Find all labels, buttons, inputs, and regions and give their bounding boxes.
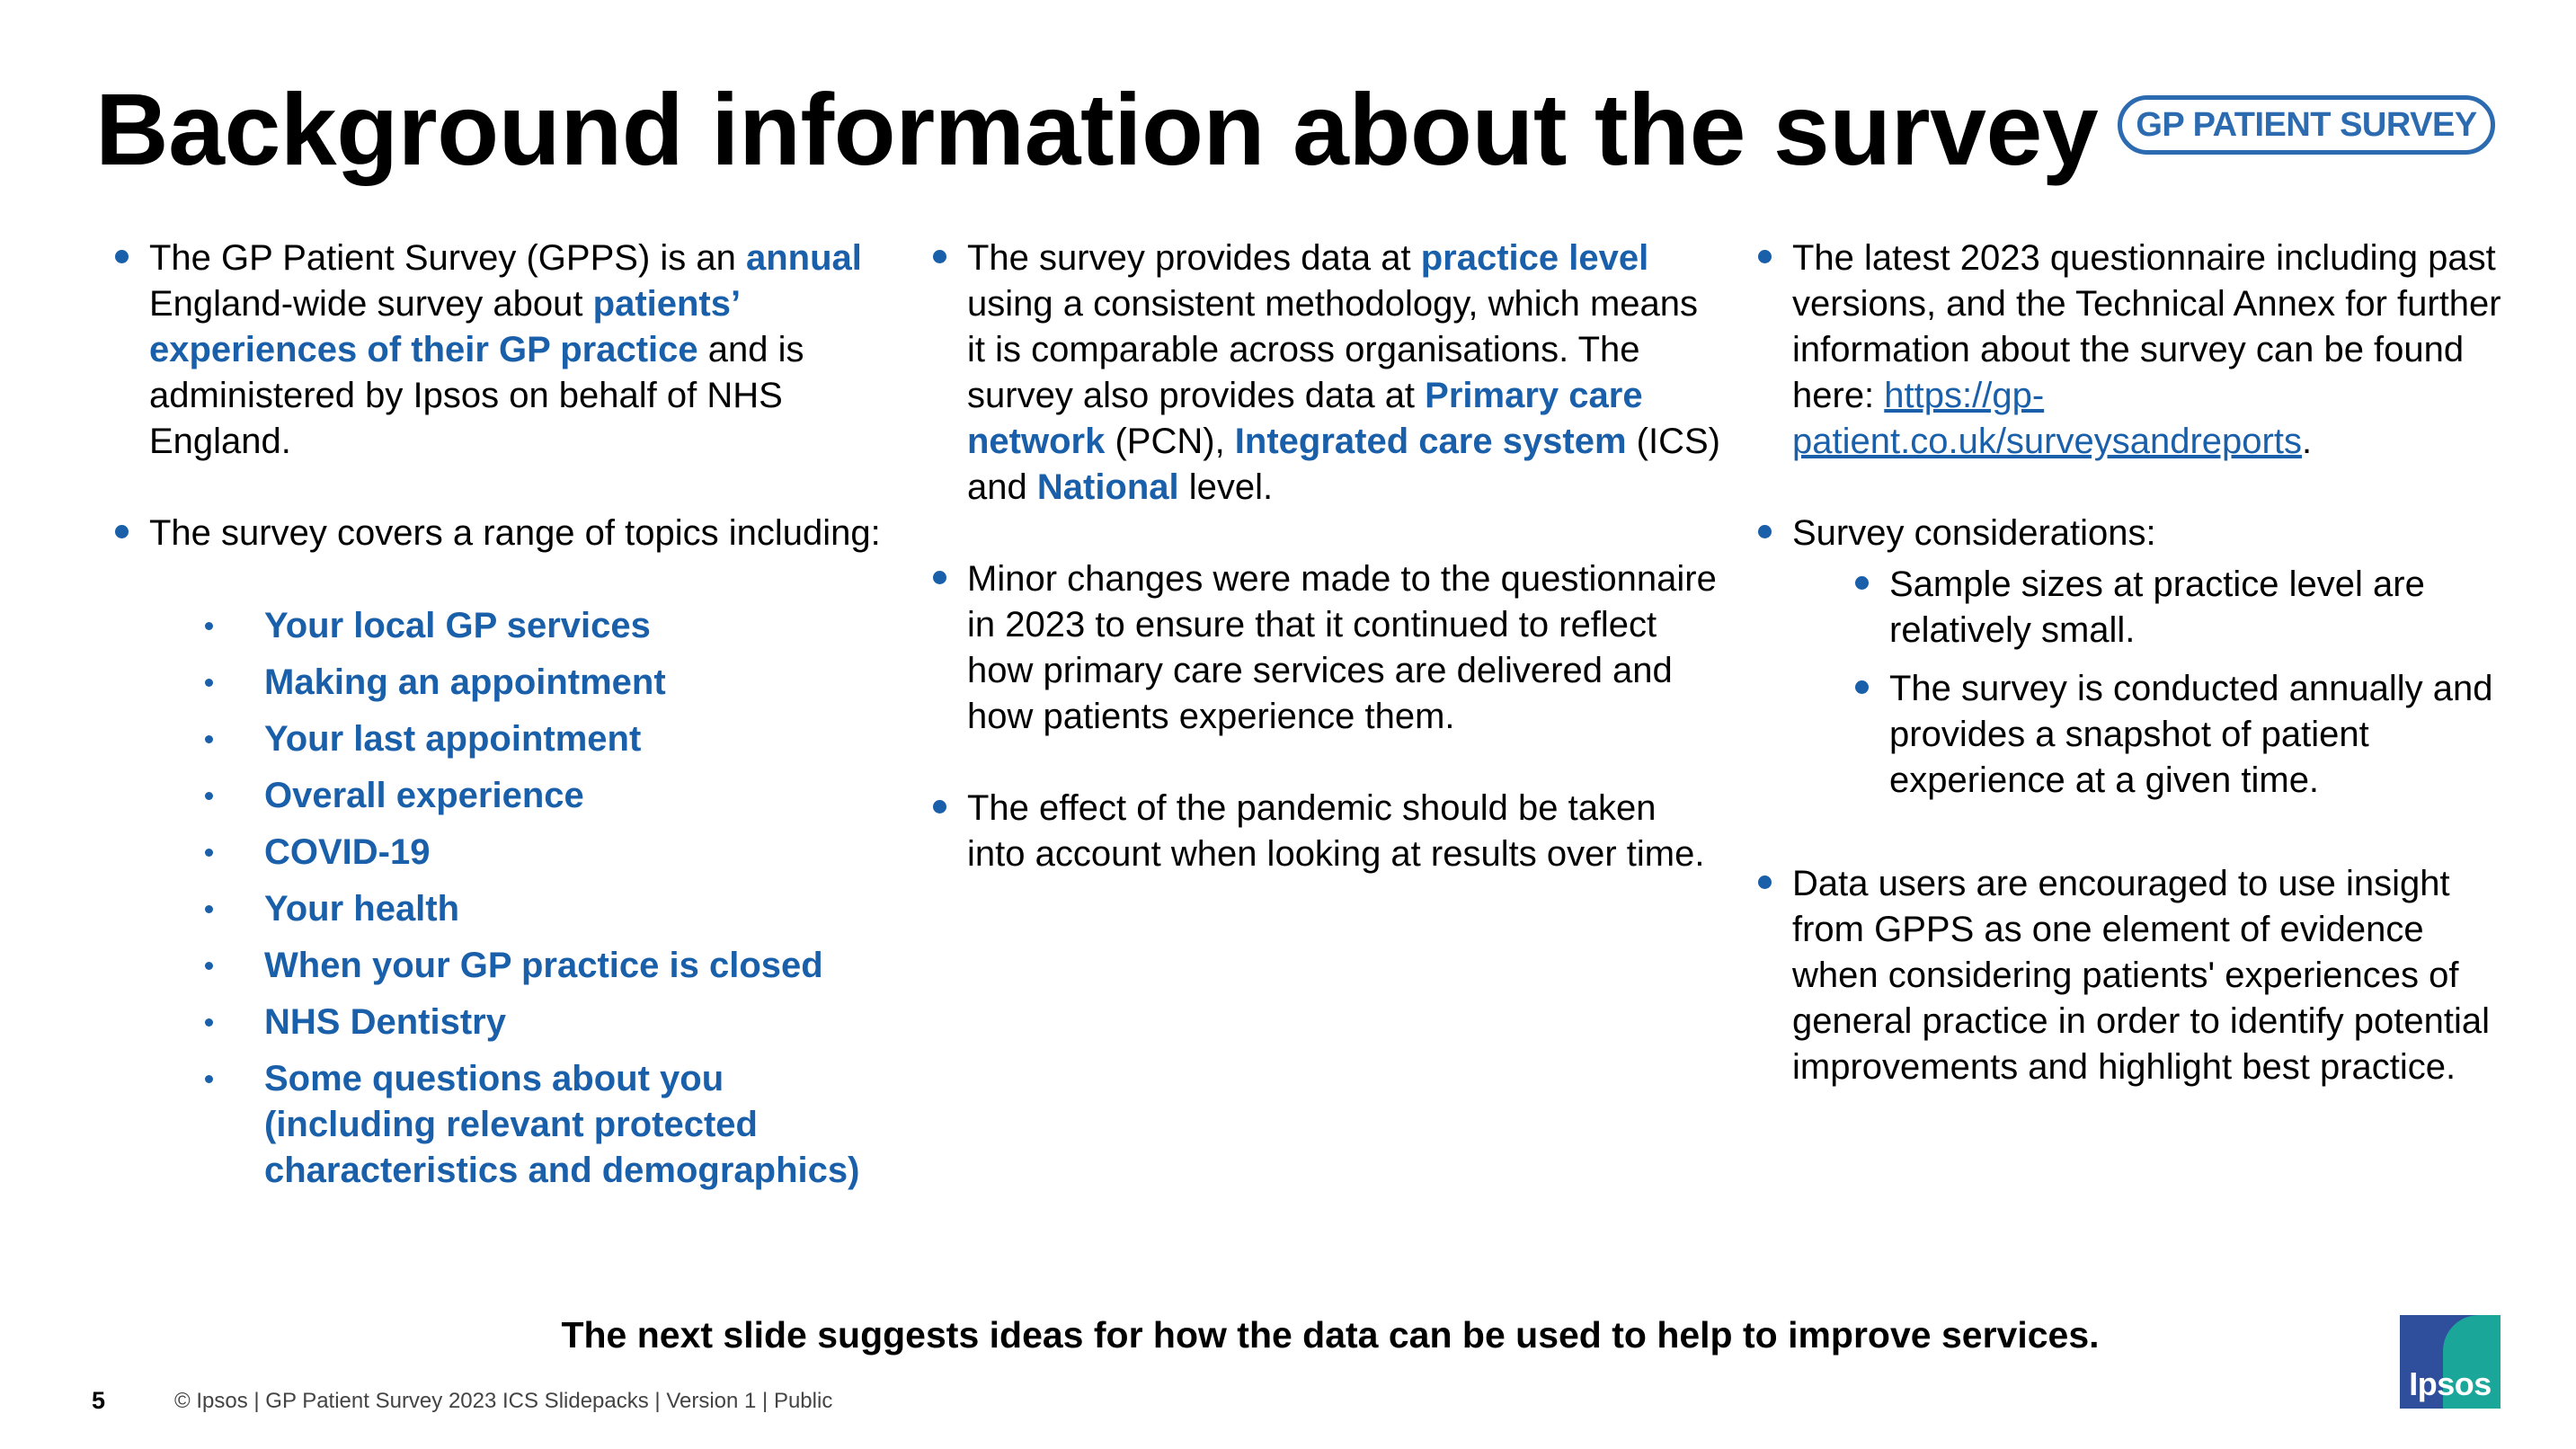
text: England-wide survey about	[149, 284, 593, 324]
highlight-practice-level: practice level	[1420, 238, 1649, 278]
list-item: Some questions about you (including relevant protected characteristics and demographics)	[264, 1056, 904, 1194]
text: The GP Patient Survey (GPPS) is an	[149, 238, 746, 278]
column-middle	[967, 236, 1722, 877]
list-item: NHS Dentistry	[264, 1000, 904, 1045]
list-item: When your GP practice is closed	[264, 943, 904, 989]
list-item: Making an appointment	[264, 660, 904, 706]
intro-paragraph	[149, 236, 904, 465]
highlight-pcn: Primary care network	[967, 376, 1643, 461]
ipsos-logo	[2400, 1315, 2500, 1409]
footer-text: © Ipsos | GP Patient Survey 2023 ICS Slidepacks | Version 1 | Public	[174, 1389, 833, 1413]
highlight-patient-experience: patients’ experiences of their GP practice	[149, 284, 739, 369]
column-left	[149, 236, 904, 1205]
slide-title: Background information about the survey	[95, 73, 2099, 186]
text: The latest 2023 questionnaire including past versions, and the Technical Annex for further information about the survey can be found here:	[1792, 238, 2501, 415]
highlight-ics: Integrated care system	[1234, 422, 1627, 461]
text: and is administered by Ipsos on behalf of NHS England.	[149, 330, 804, 461]
text: .	[2301, 422, 2313, 461]
questionnaire-paragraph	[1792, 236, 2511, 465]
text: (ICS) and	[967, 422, 1720, 507]
text: The survey provides data at	[967, 238, 1421, 278]
page-number: 5	[92, 1387, 106, 1414]
data-users-paragraph: Data users are encouraged to use insight from GPPS as one element of evidence when considering patients' experiences of general practice in order to identify potential improvements and highlight best practice.	[1792, 861, 2511, 1090]
list-item: The survey is conducted annually and provides a snapshot of patient experience at a given time.	[1889, 666, 2511, 804]
topics-list	[264, 603, 904, 1194]
highlight-national: National	[1036, 467, 1179, 507]
data-levels-paragraph	[967, 236, 1722, 511]
highlight-annual: annual	[745, 238, 862, 278]
survey-reports-link[interactable]: https://gp-patient.co.uk/surveysandreports	[1792, 376, 2302, 461]
topics-intro: The survey covers a range of topics including:	[149, 511, 904, 556]
text: using a consistent methodology, which means it is comparable across organisations. The survey also provides data at	[967, 284, 1699, 415]
list-item: Overall experience	[264, 773, 904, 819]
pandemic-paragraph: The effect of the pandemic should be taken into account when looking at results over time.	[967, 786, 1722, 877]
list-item: COVID-19	[264, 830, 904, 876]
list-item: Your last appointment	[264, 716, 904, 762]
next-slide-note: The next slide suggests ideas for how the data can be used to help to improve services.	[561, 1314, 2100, 1356]
list-item: Your local GP services	[264, 603, 904, 649]
considerations-list	[1889, 562, 2511, 804]
considerations-heading: Survey considerations:	[1792, 511, 2511, 556]
column-right	[1792, 236, 2511, 1090]
gp-patient-survey-logo: GP PATIENT SURVEY	[2118, 95, 2495, 155]
text: level.	[1178, 467, 1274, 507]
ipsos-logo-text: Ipsos	[2409, 1365, 2492, 1402]
list-item: Your health	[264, 886, 904, 932]
text: (PCN),	[1105, 422, 1235, 461]
list-item: Sample sizes at practice level are relatively small.	[1889, 562, 2511, 653]
changes-paragraph: Minor changes were made to the questionnaire in 2023 to ensure that it continued to reflect how primary care services are delivered and how patients experience them.	[967, 556, 1722, 740]
